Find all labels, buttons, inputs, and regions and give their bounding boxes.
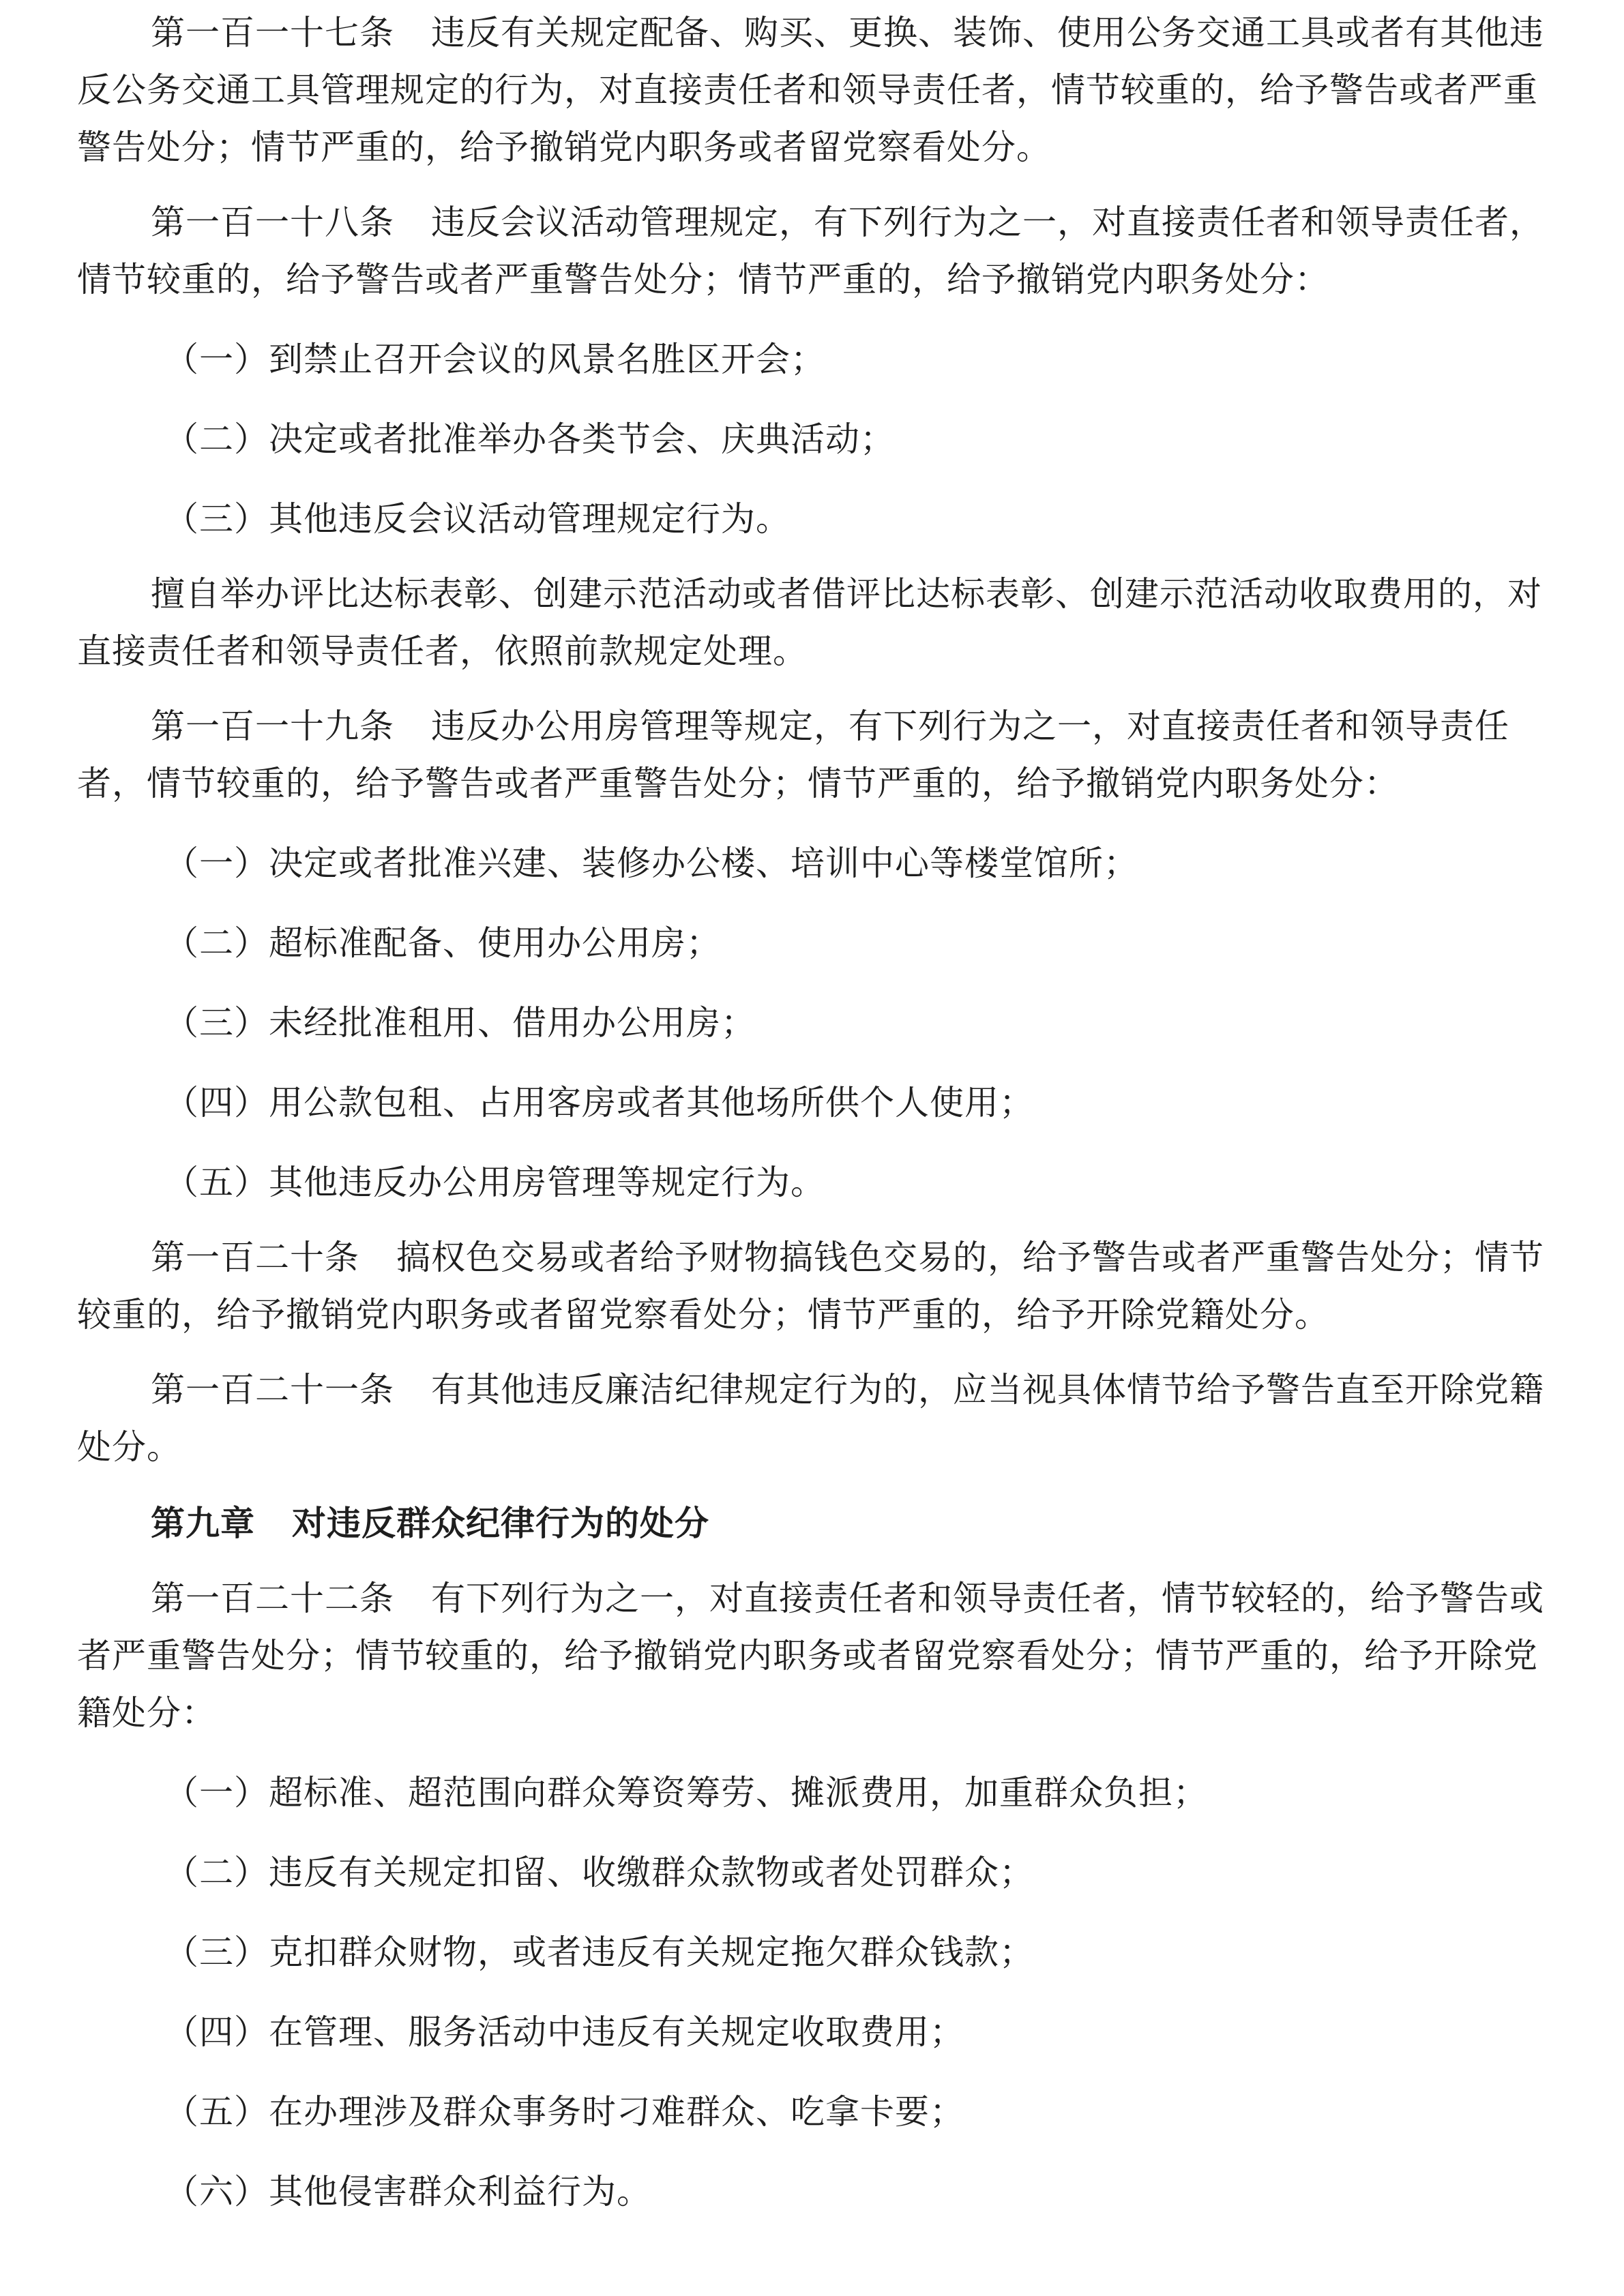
list-item: （五）其他违反办公用房管理等规定行为。 — [164, 1163, 825, 1202]
article-120 — [77, 1229, 1552, 1343]
article-117 — [77, 4, 1552, 176]
list-item: （一）到禁止召开会议的风景名胜区开会； — [164, 340, 825, 379]
article-number: 第一百二十条 — [151, 1238, 359, 1277]
article-number: 第一百二十一条 — [151, 1370, 394, 1410]
list-item: （二）违反有关规定扣留、收缴群众款物或者处罚群众； — [164, 1853, 1034, 1892]
list-item: （一）超标准、超范围向群众筹资筹劳、摊派费用，加重群众负担； — [164, 1773, 1208, 1813]
list-item: （一）决定或者批准兴建、装修办公楼、培训中心等楼堂馆所； — [164, 844, 1138, 883]
article-text: 违反办公用房管理等规定，有下列行为之一，对直接责任者和领导责任者，情节较重的，给予警告或者严重警告处分；情节严重的，给予撤销党内职务处分： — [77, 706, 1509, 803]
list-item: （三）其他违反会议活动管理规定行为。 — [164, 499, 791, 539]
chapter-heading — [77, 1495, 1552, 1552]
article-121 — [77, 1361, 1552, 1476]
list-item: （三）未经批准租用、借用办公用房； — [164, 1003, 756, 1043]
article-number: 第一百一十九条 — [151, 706, 394, 746]
article-text: 违反有关规定配备、购买、更换、装饰、使用公务交通工具或者有其他违反公务交通工具管理规定的行为，对直接责任者和领导责任者，情节较重的，给予警告或者严重警告处分；情节严重的，给予撤销党内职务或者留党察看处分。 — [77, 13, 1544, 167]
list-item: （二）决定或者批准举办各类节会、庆典活动； — [164, 419, 895, 459]
article-text: 有其他违反廉洁纪律规定行为的，应当视具体情节给予警告直至开除党籍处分。 — [77, 1370, 1544, 1467]
article-118 — [77, 194, 1552, 308]
article-text: 有下列行为之一，对直接责任者和领导责任者，情节较轻的，给予警告或者严重警告处分；情节较重的，给予撤销党内职务或者留党察看处分；情节严重的，给予开除党籍处分： — [77, 1579, 1544, 1733]
chapter-number: 第九章 — [151, 1504, 255, 1543]
document-body — [77, 0, 1552, 2220]
article-119 — [77, 698, 1552, 812]
list-item: （六）其他侵害群众利益行为。 — [164, 2172, 651, 2211]
article-number: 第一百一十七条 — [151, 13, 394, 53]
list-item: （二）超标准配备、使用办公用房； — [164, 923, 721, 963]
list-item: （四）在管理、服务活动中违反有关规定收取费用； — [164, 2012, 964, 2052]
list-item: （四）用公款包租、占用客房或者其他场所供个人使用； — [164, 1083, 1034, 1122]
paragraph: 擅自举办评比达标表彰、创建示范活动或者借评比达标表彰、创建示范活动收取费用的，对直接责任者和领导责任者，依照前款规定处理。 — [77, 574, 1542, 671]
article-number: 第一百二十二条 — [151, 1579, 394, 1618]
list-item: （五）在办理涉及群众事务时刁难群众、吃拿卡要； — [164, 2092, 964, 2132]
list-item: （三）克扣群众财物，或者违反有关规定拖欠群众钱款； — [164, 1933, 1034, 1972]
article-122 — [77, 1570, 1552, 1742]
chapter-title: 对违反群众纪律行为的处分 — [292, 1504, 709, 1543]
article-text: 违反会议活动管理规定，有下列行为之一，对直接责任者和领导责任者，情节较重的，给予警告或者严重警告处分；情节严重的，给予撤销党内职务处分： — [77, 203, 1544, 299]
article-text: 搞权色交易或者给予财物搞钱色交易的，给予警告或者严重警告处分；情节较重的，给予撤销党内职务或者留党察看处分；情节严重的，给予开除党籍处分。 — [77, 1238, 1544, 1335]
article-number: 第一百一十八条 — [151, 203, 394, 242]
